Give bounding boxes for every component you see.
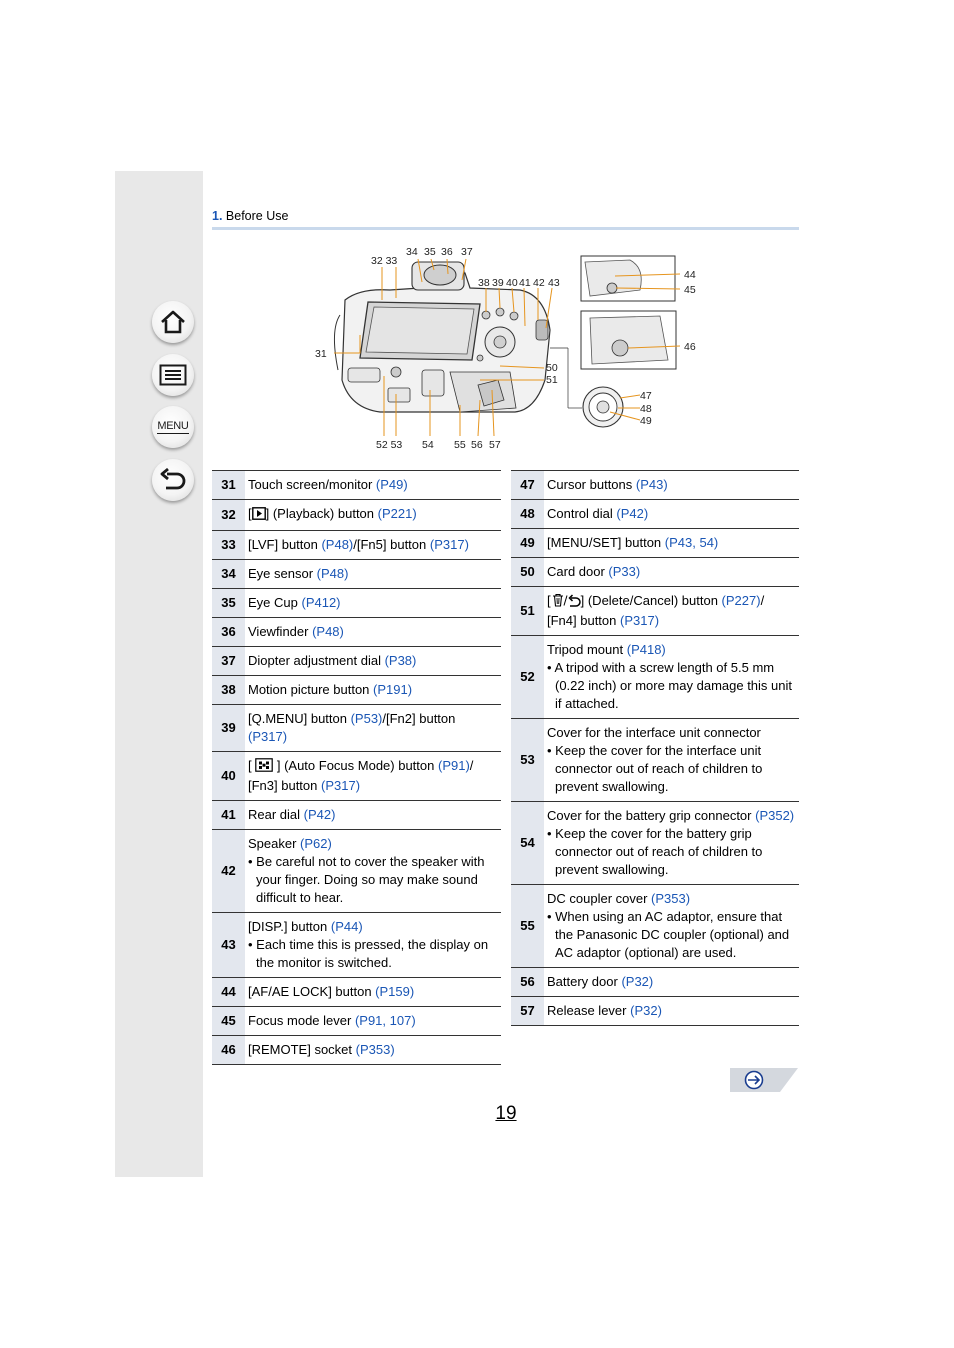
page-number: 19 bbox=[495, 1103, 517, 1124]
part-number: 34 bbox=[212, 560, 245, 589]
camera-rear-diagram bbox=[300, 240, 720, 455]
caution-note: • Be careful not to cover the speaker with your finger. Doing so may make sound difficult to hear. bbox=[248, 854, 485, 905]
callout-label: 55 bbox=[454, 439, 466, 451]
part-description bbox=[245, 676, 501, 705]
page-reference-link[interactable]: (P53) bbox=[350, 711, 383, 726]
part-description bbox=[245, 978, 501, 1007]
callout-label: 51 bbox=[546, 374, 558, 386]
description-text: [LVF] button bbox=[248, 537, 322, 552]
part-number: 57 bbox=[511, 997, 544, 1026]
callout-label: 52 53 bbox=[376, 439, 403, 451]
callout-label: 34 bbox=[406, 246, 418, 258]
description-text: ] (Playback) button bbox=[265, 506, 378, 521]
table-row bbox=[212, 676, 501, 705]
part-description bbox=[544, 529, 799, 558]
description-text: / [Fn4] button bbox=[547, 593, 765, 628]
description-text: Cursor buttons bbox=[547, 477, 636, 492]
menu-label: MENU bbox=[157, 419, 189, 432]
table-row bbox=[511, 500, 799, 529]
page-reference-link[interactable]: (P221) bbox=[377, 506, 417, 521]
part-description bbox=[245, 531, 501, 560]
description-text: Eye Cup bbox=[248, 595, 302, 610]
page-reference-link[interactable]: (P33) bbox=[608, 564, 641, 579]
page-reference-link[interactable]: (P44) bbox=[330, 919, 363, 934]
header-rule bbox=[212, 227, 799, 230]
part-number: 47 bbox=[511, 471, 544, 500]
part-description bbox=[245, 560, 501, 589]
table-row bbox=[511, 968, 799, 997]
table-row bbox=[212, 500, 501, 531]
page-reference-link[interactable]: (P317) bbox=[429, 537, 469, 552]
page-reference-link[interactable]: (P32) bbox=[621, 974, 654, 989]
callout-label: 56 bbox=[471, 439, 483, 451]
part-description bbox=[245, 801, 501, 830]
part-number: 39 bbox=[212, 705, 245, 752]
page-reference-link[interactable]: (P48) bbox=[312, 624, 344, 639]
description-text: Touch screen/monitor bbox=[248, 477, 376, 492]
table-row bbox=[212, 913, 501, 978]
part-number: 49 bbox=[511, 529, 544, 558]
home-button[interactable] bbox=[152, 301, 194, 343]
description-text: Release lever bbox=[547, 1003, 631, 1018]
callout-label: 46 bbox=[684, 341, 696, 353]
part-description bbox=[245, 589, 501, 618]
part-number: 36 bbox=[212, 618, 245, 647]
part-description bbox=[245, 705, 501, 752]
page-reference-link[interactable]: (P42) bbox=[616, 506, 649, 521]
description-text: Motion picture button bbox=[248, 682, 374, 697]
table-row bbox=[212, 978, 501, 1007]
table-row bbox=[212, 560, 501, 589]
page-reference-link[interactable]: (P91) bbox=[437, 758, 470, 773]
sidebar-nav bbox=[115, 171, 203, 1177]
part-description bbox=[245, 913, 501, 978]
back-button[interactable] bbox=[152, 459, 194, 501]
chapter-number: 1. bbox=[212, 209, 223, 223]
page-reference-link[interactable]: (P353) bbox=[651, 891, 691, 906]
description-text: Card door bbox=[547, 564, 609, 579]
part-number: 32 bbox=[212, 500, 245, 531]
delete-cancel-icon bbox=[551, 593, 581, 612]
caution-note: • Keep the cover for the interface unit connector out of reach of children to prevent swallowing. bbox=[547, 743, 763, 794]
page-reference-link[interactable]: (P49) bbox=[375, 477, 408, 492]
callout-label: 54 bbox=[422, 439, 434, 451]
table-row bbox=[212, 618, 501, 647]
part-description bbox=[544, 636, 799, 719]
table-row bbox=[212, 801, 501, 830]
menu-button[interactable] bbox=[152, 406, 194, 448]
callout-label: 43 bbox=[548, 277, 560, 289]
part-number: 40 bbox=[212, 752, 245, 801]
part-description bbox=[544, 997, 799, 1026]
parts-table-right bbox=[511, 470, 799, 1026]
part-description bbox=[245, 1036, 501, 1065]
part-number: 38 bbox=[212, 676, 245, 705]
description-text: Battery door bbox=[547, 974, 622, 989]
part-number: 50 bbox=[511, 558, 544, 587]
callout-label: 50 bbox=[546, 362, 558, 374]
table-row bbox=[212, 531, 501, 560]
home-icon bbox=[160, 310, 186, 334]
table-row bbox=[212, 647, 501, 676]
callout-label: 48 bbox=[640, 403, 652, 415]
part-description bbox=[544, 968, 799, 997]
part-number: 53 bbox=[511, 719, 544, 802]
description-text: ] (Delete/Cancel) button bbox=[580, 593, 722, 608]
description-text: ] (Auto Focus Mode) button bbox=[273, 758, 438, 773]
description-text: Cover for the battery grip connector bbox=[547, 808, 756, 823]
callout-label: 36 bbox=[441, 246, 453, 258]
part-number: 31 bbox=[212, 471, 245, 500]
callout-label: 45 bbox=[684, 284, 696, 296]
part-number: 55 bbox=[511, 885, 544, 968]
page-reference-link[interactable]: 54) bbox=[699, 535, 719, 550]
part-number: 52 bbox=[511, 636, 544, 719]
part-description bbox=[245, 830, 501, 913]
part-number: 54 bbox=[511, 802, 544, 885]
next-page-button[interactable] bbox=[730, 1068, 798, 1092]
part-description bbox=[544, 885, 799, 968]
page-reference-link[interactable]: (P317) bbox=[620, 613, 660, 628]
callout-label: 31 bbox=[315, 348, 327, 360]
page-reference-link[interactable]: (P43 bbox=[664, 535, 693, 550]
page-reference-link[interactable]: (P48) bbox=[321, 537, 354, 552]
arrow-right-icon bbox=[746, 1072, 763, 1089]
page-reference-link[interactable]: (P191) bbox=[373, 682, 413, 697]
part-description bbox=[544, 471, 799, 500]
part-number: 51 bbox=[511, 587, 544, 636]
callout-label: 38 bbox=[478, 277, 490, 289]
description-text: [ bbox=[547, 593, 551, 608]
caution-note: • When using an AC adaptor, ensure that the Panasonic DC coupler (optional) and AC adaptor (optional) are used. bbox=[547, 909, 790, 960]
table-row bbox=[511, 719, 799, 802]
callout-label: 44 bbox=[684, 269, 696, 281]
description-text: Diopter adjustment dial bbox=[248, 653, 385, 668]
table-row bbox=[511, 885, 799, 968]
part-number: 35 bbox=[212, 589, 245, 618]
description-text: [ bbox=[248, 506, 252, 521]
page-reference-link[interactable]: (P38) bbox=[384, 653, 417, 668]
description-text: /[Fn5] button bbox=[353, 537, 430, 552]
callout-label: 42 bbox=[533, 277, 545, 289]
page-reference-link[interactable]: (P317) bbox=[248, 729, 288, 744]
callout-label: 39 bbox=[492, 277, 504, 289]
parts-table-left bbox=[212, 470, 501, 1065]
callout-label: 57 bbox=[489, 439, 501, 451]
playback-icon bbox=[252, 507, 266, 525]
part-description bbox=[544, 719, 799, 802]
callout-label: 49 bbox=[640, 415, 652, 427]
callout-label: 41 bbox=[519, 277, 531, 289]
page-reference-link[interactable]: (P91 bbox=[354, 1013, 383, 1028]
description-text: Rear dial bbox=[248, 807, 304, 822]
part-description bbox=[544, 802, 799, 885]
page-reference-link[interactable]: (P62) bbox=[300, 836, 332, 851]
return-arrow-icon bbox=[159, 468, 187, 492]
table-row bbox=[212, 471, 501, 500]
page-reference-link[interactable]: (P48) bbox=[316, 566, 349, 581]
caution-note: • Keep the cover for the battery grip connector out of reach of children to prevent swallowing. bbox=[547, 826, 763, 877]
part-number: 41 bbox=[212, 801, 245, 830]
description-text: [MENU/SET] button bbox=[547, 535, 665, 550]
part-description bbox=[245, 500, 501, 531]
callout-label: 32 33 bbox=[371, 255, 398, 267]
part-number: 46 bbox=[212, 1036, 245, 1065]
list-icon bbox=[159, 364, 187, 386]
page-reference-link[interactable]: , bbox=[382, 1013, 390, 1028]
page-reference-link[interactable]: (P159) bbox=[375, 984, 415, 999]
description-text: [DISP.] button bbox=[248, 919, 331, 934]
page-reference-link[interactable]: (P32) bbox=[630, 1003, 662, 1018]
page-reference-link[interactable]: (P43) bbox=[635, 477, 668, 492]
part-description bbox=[245, 618, 501, 647]
description-text: /[Fn2] button bbox=[382, 711, 456, 726]
part-number: 48 bbox=[511, 500, 544, 529]
page-reference-link[interactable]: (P412) bbox=[301, 595, 341, 610]
page-reference-link[interactable]: 107) bbox=[389, 1013, 416, 1028]
table-row bbox=[212, 1007, 501, 1036]
description-text: Control dial bbox=[547, 506, 617, 521]
page-reference-link[interactable]: (P42) bbox=[303, 807, 336, 822]
table-row bbox=[212, 1036, 501, 1065]
part-description bbox=[245, 647, 501, 676]
part-description bbox=[245, 471, 501, 500]
description-text: DC coupler cover bbox=[547, 891, 652, 906]
contents-button[interactable] bbox=[152, 354, 194, 396]
page-reference-link[interactable]: (P353) bbox=[355, 1042, 395, 1057]
page-reference-link[interactable]: (P352) bbox=[755, 808, 795, 823]
part-number: 44 bbox=[212, 978, 245, 1007]
table-row bbox=[511, 997, 799, 1026]
description-text: / [Fn3] button bbox=[248, 758, 474, 793]
description-text: [Q.MENU] button bbox=[248, 711, 351, 726]
part-description bbox=[544, 587, 799, 636]
af-mode-icon bbox=[255, 758, 273, 777]
table-row bbox=[212, 830, 501, 913]
callout-label: 47 bbox=[640, 390, 652, 402]
part-number: 37 bbox=[212, 647, 245, 676]
page-reference-link[interactable]: (P227) bbox=[721, 593, 761, 608]
page-reference-link[interactable]: (P317) bbox=[321, 778, 361, 793]
table-row bbox=[212, 752, 501, 801]
description-text: Viewfinder bbox=[248, 624, 313, 639]
part-description bbox=[245, 1007, 501, 1036]
description-text: Eye sensor bbox=[248, 566, 317, 581]
table-row bbox=[511, 802, 799, 885]
part-number: 43 bbox=[212, 913, 245, 978]
description-text: Tripod mount bbox=[547, 642, 627, 657]
table-row bbox=[511, 587, 799, 636]
description-text: [REMOTE] socket bbox=[248, 1042, 356, 1057]
table-row bbox=[212, 705, 501, 752]
breadcrumb bbox=[212, 209, 288, 223]
table-row bbox=[511, 471, 799, 500]
part-description bbox=[245, 752, 501, 801]
description-text: Cover for the interface unit connector bbox=[547, 725, 761, 740]
page-reference-link[interactable]: , bbox=[692, 535, 700, 550]
callout-label: 37 bbox=[461, 246, 473, 258]
description-text: [ bbox=[248, 758, 256, 773]
page-reference-link[interactable]: (P418) bbox=[626, 642, 666, 657]
part-number: 45 bbox=[212, 1007, 245, 1036]
description-text: [AF/AE LOCK] button bbox=[248, 984, 376, 999]
description-text: Focus mode lever bbox=[248, 1013, 355, 1028]
part-number: 42 bbox=[212, 830, 245, 913]
callout-label: 35 bbox=[424, 246, 436, 258]
table-row bbox=[511, 558, 799, 587]
chapter-title: Before Use bbox=[225, 209, 289, 223]
table-row bbox=[511, 529, 799, 558]
part-number: 56 bbox=[511, 968, 544, 997]
description-text: Speaker bbox=[248, 836, 301, 851]
table-row bbox=[212, 589, 501, 618]
part-description bbox=[544, 558, 799, 587]
caution-note: • A tripod with a screw length of 5.5 mm (0.22 inch) or more may damage this unit if attached. bbox=[547, 660, 792, 711]
part-description bbox=[544, 500, 799, 529]
part-number: 33 bbox=[212, 531, 245, 560]
table-row bbox=[511, 636, 799, 719]
caution-note: • Each time this is pressed, the display on the monitor is switched. bbox=[248, 937, 489, 970]
callout-label: 40 bbox=[506, 277, 518, 289]
